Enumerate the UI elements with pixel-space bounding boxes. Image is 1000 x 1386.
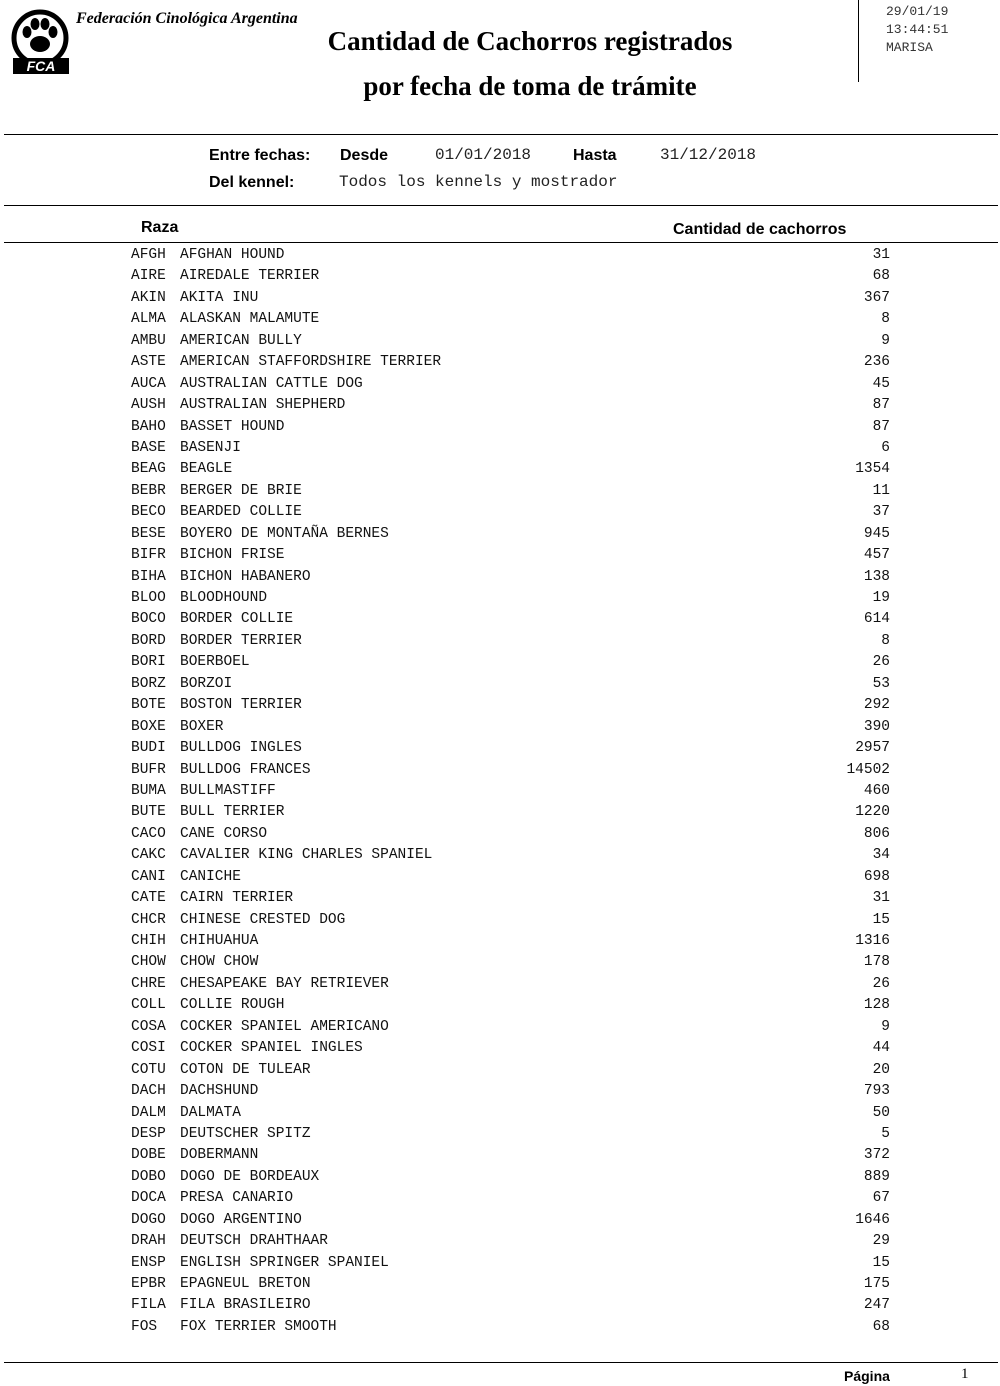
table-row <box>0 417 1000 438</box>
breed-name: COCKER SPANIEL INGLES <box>180 1040 363 1057</box>
breed-name: AKITA INU <box>180 289 259 306</box>
breed-name: AFGHAN HOUND <box>180 247 285 263</box>
puppy-count: 29 <box>872 1233 890 1250</box>
breed-code: BUTE <box>131 804 166 821</box>
breed-code: DACH <box>131 1083 166 1100</box>
breed-name: CHESAPEAKE BAY RETRIEVER <box>180 975 389 992</box>
puppy-count: 5 <box>881 1125 890 1142</box>
table-row <box>0 266 1000 287</box>
breed-name: BICHON HABANERO <box>180 568 311 585</box>
puppy-count: 390 <box>863 718 890 735</box>
breed-code: BORD <box>131 632 166 649</box>
table-row <box>0 567 1000 588</box>
breed-name: ALASKAN MALAMUTE <box>180 311 320 328</box>
breed-code: BOCO <box>131 611 166 628</box>
puppy-count: 15 <box>872 1254 890 1271</box>
table-row <box>0 931 1000 952</box>
table-row <box>0 781 1000 802</box>
breed-name: BULL TERRIER <box>180 804 285 821</box>
puppy-count: 1316 <box>855 933 890 949</box>
breed-name: COLLIE ROUGH <box>180 997 285 1014</box>
breed-code: DALM <box>131 1104 166 1121</box>
table-row <box>0 352 1000 373</box>
puppy-count: 20 <box>872 1061 890 1078</box>
breed-name: BOERBOEL <box>180 654 250 671</box>
breed-code: CANI <box>131 868 166 885</box>
table-row <box>0 760 1000 781</box>
puppy-count: 34 <box>872 847 890 864</box>
filters-rule <box>4 205 998 206</box>
breed-name: CAIRN TERRIER <box>180 890 294 907</box>
breed-name: BEAGLE <box>180 461 233 478</box>
organization-name: Federación Cinológica Argentina <box>76 10 298 27</box>
breed-code: CATE <box>131 890 166 907</box>
table-row <box>0 738 1000 759</box>
breed-code: BUDI <box>131 740 166 757</box>
table-row <box>0 1081 1000 1102</box>
puppy-count: 1220 <box>855 804 890 821</box>
breed-name: COTON DE TULEAR <box>180 1061 311 1078</box>
breed-code: COSI <box>131 1040 166 1057</box>
kennel-value: Todos los kennels y mostrador <box>339 173 618 191</box>
table-row <box>0 481 1000 502</box>
puppy-count: 14502 <box>846 761 890 778</box>
puppy-count: 889 <box>863 1168 890 1185</box>
puppy-count: 44 <box>872 1040 890 1057</box>
table-row <box>0 1124 1000 1145</box>
desde-value: 01/01/2018 <box>435 146 532 164</box>
table-row <box>0 1145 1000 1166</box>
breed-name: CHINESE CRESTED DOG <box>180 911 346 928</box>
breed-name: AMERICAN BULLY <box>180 332 302 349</box>
puppy-count: 8 <box>881 632 890 649</box>
table-row <box>0 588 1000 609</box>
puppy-count: 8 <box>881 311 890 328</box>
puppy-count: 15 <box>872 911 890 928</box>
puppy-count: 87 <box>872 397 890 414</box>
breed-code: COTU <box>131 1061 166 1078</box>
puppy-count: 292 <box>863 697 890 714</box>
breed-name: DEUTSCHER SPITZ <box>180 1125 311 1142</box>
breed-code: DESP <box>131 1125 166 1142</box>
table-row <box>0 1060 1000 1081</box>
puppy-count: 9 <box>881 332 890 349</box>
report-date: 29/01/19 <box>886 4 949 19</box>
hasta-label: Hasta <box>573 147 617 164</box>
breed-table-body <box>0 245 1000 1338</box>
breed-code: AUSH <box>131 397 166 414</box>
puppy-count: 19 <box>872 590 890 606</box>
table-row <box>0 910 1000 931</box>
breed-code: COSA <box>131 1018 166 1035</box>
breed-code: BEAG <box>131 461 166 478</box>
puppy-count: 67 <box>872 1190 890 1207</box>
puppy-count: 9 <box>881 1018 890 1035</box>
breed-code: BUFR <box>131 761 166 778</box>
breed-name: CANE CORSO <box>180 825 268 842</box>
table-row <box>0 695 1000 716</box>
puppy-count: 806 <box>863 825 890 842</box>
puppy-count: 50 <box>872 1104 890 1121</box>
desde-label: Desde <box>340 147 389 164</box>
breed-code: ENSP <box>131 1254 166 1271</box>
breed-name: BERGER DE BRIE <box>180 482 302 499</box>
breed-code: DRAH <box>131 1233 166 1250</box>
puppy-count: 31 <box>872 890 890 907</box>
fca-logo <box>10 8 72 76</box>
puppy-count: 2957 <box>855 740 890 757</box>
puppy-count: 793 <box>863 1083 890 1100</box>
column-header-cantidad: Cantidad de cachorros <box>673 221 847 238</box>
table-row <box>0 674 1000 695</box>
breed-code: BESE <box>131 525 166 542</box>
kennel-label: Del kennel: <box>209 174 295 191</box>
puppy-count: 53 <box>872 675 890 692</box>
table-row <box>0 802 1000 823</box>
breed-code: FOS <box>131 1318 158 1335</box>
puppy-count: 68 <box>872 268 890 285</box>
puppy-count: 26 <box>872 975 890 992</box>
logo-text: FCA <box>26 58 56 74</box>
breed-name: DALMATA <box>180 1104 241 1121</box>
breed-name: BULLDOG FRANCES <box>180 761 311 778</box>
table-row <box>0 824 1000 845</box>
breed-code: CAKC <box>131 847 166 864</box>
breed-code: AKIN <box>131 289 166 306</box>
breed-code: DOBO <box>131 1168 166 1185</box>
table-row <box>0 1253 1000 1274</box>
breed-code: BASE <box>131 439 166 456</box>
breed-code: DOCA <box>131 1190 166 1207</box>
breed-code: BORZ <box>131 675 166 692</box>
breed-name: BICHON FRISE <box>180 547 285 564</box>
breed-name: EPAGNEUL BRETON <box>180 1276 311 1292</box>
breed-name: BULLDOG INGLES <box>180 740 302 757</box>
puppy-count: 698 <box>863 868 890 885</box>
breed-name: CAVALIER KING CHARLES SPANIEL <box>180 847 433 864</box>
puppy-count: 45 <box>872 375 890 392</box>
entre-fechas-label: Entre fechas: <box>209 147 311 164</box>
breed-code: COLL <box>131 997 166 1014</box>
table-row <box>0 1103 1000 1124</box>
table-row <box>0 867 1000 888</box>
breed-code: BAHO <box>131 418 166 435</box>
puppy-count: 236 <box>863 354 890 371</box>
puppy-count: 372 <box>863 1147 890 1164</box>
puppy-count: 1646 <box>855 1211 890 1228</box>
table-row <box>0 545 1000 566</box>
report-user: MARISA <box>886 40 933 55</box>
breed-code: DOGO <box>131 1211 166 1228</box>
table-row <box>0 717 1000 738</box>
table-row <box>0 524 1000 545</box>
breed-code: BORI <box>131 654 166 671</box>
breed-name: AUSTRALIAN CATTLE DOG <box>180 375 363 392</box>
breed-name: PRESA CANARIO <box>180 1190 294 1207</box>
breed-name: CANICHE <box>180 868 241 885</box>
table-row <box>0 438 1000 459</box>
puppy-count: 6 <box>881 439 890 456</box>
breed-name: AIREDALE TERRIER <box>180 268 320 285</box>
breed-code: AMBU <box>131 332 166 349</box>
breed-name: DOGO DE BORDEAUX <box>180 1168 320 1185</box>
breed-name: BASSET HOUND <box>180 418 285 435</box>
breed-name: COCKER SPANIEL AMERICANO <box>180 1018 389 1035</box>
report-time: 13:44:51 <box>886 22 949 37</box>
breed-code: ASTE <box>131 354 166 371</box>
breed-name: FILA BRASILEIRO <box>180 1297 311 1314</box>
puppy-count: 614 <box>863 611 890 628</box>
breed-code: AIRE <box>131 268 166 285</box>
breed-name: BULLMASTIFF <box>180 782 276 799</box>
breed-name: AUSTRALIAN SHEPHERD <box>180 397 346 414</box>
breed-name: BORZOI <box>180 675 233 692</box>
breed-name: DOBERMANN <box>180 1147 259 1164</box>
breed-code: BEBR <box>131 482 166 499</box>
breed-code: BOTE <box>131 697 166 714</box>
puppy-count: 945 <box>863 525 890 542</box>
report-title-line2: por fecha de toma de trámite <box>363 71 697 101</box>
breed-name: BEARDED COLLIE <box>180 504 302 521</box>
puppy-count: 31 <box>872 247 890 263</box>
column-header-raza: Raza <box>141 219 179 236</box>
table-row <box>0 395 1000 416</box>
puppy-count: 68 <box>872 1318 890 1335</box>
breed-code: EPBR <box>131 1276 166 1292</box>
breed-code: CACO <box>131 825 166 842</box>
breed-code: DOBE <box>131 1147 166 1164</box>
breed-code: CHRE <box>131 975 166 992</box>
breed-name: CHOW CHOW <box>180 954 259 971</box>
puppy-count: 457 <box>863 547 890 564</box>
breed-name: BASENJI <box>180 439 241 456</box>
footer-rule <box>4 1362 998 1363</box>
breed-code: BLOO <box>131 590 166 606</box>
breed-code: BIHA <box>131 568 166 585</box>
table-row <box>0 1017 1000 1038</box>
breed-code: CHCR <box>131 911 166 928</box>
report-title-line1: Cantidad de Cachorros registrados <box>327 26 733 56</box>
puppy-count: 1354 <box>855 461 890 478</box>
breed-code: BECO <box>131 504 166 521</box>
puppy-count: 247 <box>863 1297 890 1314</box>
table-row <box>0 1274 1000 1295</box>
table-row <box>0 331 1000 352</box>
breed-name: FOX TERRIER SMOOTH <box>180 1318 337 1335</box>
table-row <box>0 1210 1000 1231</box>
puppy-count: 26 <box>872 654 890 671</box>
table-row <box>0 888 1000 909</box>
breed-code: CHOW <box>131 954 166 971</box>
table-row <box>0 652 1000 673</box>
breed-code: BIFR <box>131 547 166 564</box>
breed-code: AFGH <box>131 247 166 263</box>
breed-code: BOXE <box>131 718 166 735</box>
table-row <box>0 459 1000 480</box>
puppy-count: 87 <box>872 418 890 435</box>
puppy-count: 11 <box>872 482 890 499</box>
table-row <box>0 309 1000 330</box>
hasta-value: 31/12/2018 <box>660 146 757 164</box>
breed-name: BORDER COLLIE <box>180 611 294 628</box>
puppy-count: 367 <box>863 289 890 306</box>
breed-name: DACHSHUND <box>180 1083 259 1100</box>
table-row <box>0 845 1000 866</box>
table-row <box>0 245 1000 266</box>
breed-name: BLOODHOUND <box>180 590 268 606</box>
table-row <box>0 631 1000 652</box>
table-row <box>0 609 1000 630</box>
breed-code: FILA <box>131 1297 166 1314</box>
breed-name: BOYERO DE MONTAÑA BERNES <box>180 525 389 542</box>
page-label: Página <box>844 1368 890 1384</box>
breed-name: ENGLISH SPRINGER SPANIEL <box>180 1254 389 1271</box>
breed-name: BOXER <box>180 718 224 735</box>
breed-name: DOGO ARGENTINO <box>180 1211 302 1228</box>
page-number: 1 <box>961 1366 969 1382</box>
table-row <box>0 974 1000 995</box>
table-row <box>0 502 1000 523</box>
breed-code: ALMA <box>131 311 166 328</box>
table-row <box>0 1295 1000 1316</box>
puppy-count: 138 <box>863 568 890 585</box>
table-row <box>0 288 1000 309</box>
breed-code: CHIH <box>131 933 166 949</box>
breed-name: AMERICAN STAFFORDSHIRE TERRIER <box>180 354 442 371</box>
table-row <box>0 995 1000 1016</box>
table-row <box>0 1038 1000 1059</box>
puppy-count: 175 <box>863 1276 890 1292</box>
puppy-count: 37 <box>872 504 890 521</box>
breed-code: BUMA <box>131 782 166 799</box>
table-row <box>0 952 1000 973</box>
column-header-rule <box>4 242 998 243</box>
breed-name: BOSTON TERRIER <box>180 697 302 714</box>
puppy-count: 178 <box>863 954 890 971</box>
header-divider <box>858 0 859 82</box>
puppy-count: 460 <box>863 782 890 799</box>
header-rule <box>4 134 998 135</box>
puppy-count: 128 <box>863 997 890 1014</box>
table-row <box>0 1167 1000 1188</box>
table-row <box>0 374 1000 395</box>
breed-name: BORDER TERRIER <box>180 632 302 649</box>
table-row <box>0 1231 1000 1252</box>
breed-code: AUCA <box>131 375 166 392</box>
table-row <box>0 1188 1000 1209</box>
breed-name: CHIHUAHUA <box>180 933 259 949</box>
table-row <box>0 1317 1000 1338</box>
breed-name: DEUTSCH DRAHTHAAR <box>180 1233 328 1250</box>
